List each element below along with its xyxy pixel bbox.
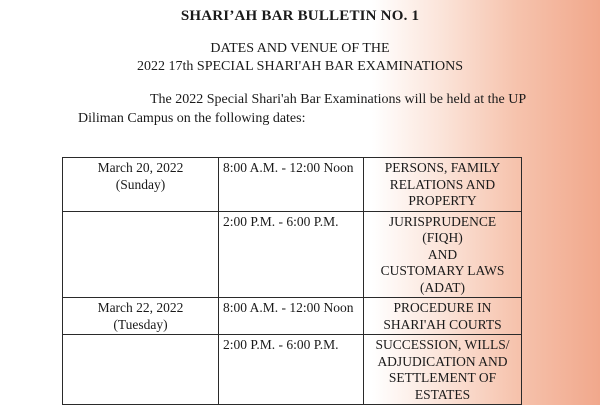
subject-line: (ADAT): [420, 279, 465, 295]
date-cell: [63, 211, 219, 298]
time-cell: 8:00 A.M. - 12:00 Noon: [219, 158, 364, 212]
table-row: [63, 298, 522, 335]
exam-schedule-table: [62, 157, 522, 405]
subject-line: ADJUDICATION AND: [377, 353, 508, 369]
time-cell: 2:00 P.M. - 6:00 P.M.: [219, 335, 364, 405]
subject-cell: [364, 211, 522, 298]
exam-day: (Tuesday): [113, 316, 168, 332]
exam-date: March 20, 2022: [97, 160, 184, 175]
subject-line: RELATIONS AND: [389, 176, 496, 192]
subtitle-line-2: 2022 17th SPECIAL SHARI'AH BAR EXAMINATIONS: [137, 59, 463, 74]
subject-line: PROPERTY: [408, 193, 477, 208]
subject-line: SETTLEMENT OF: [388, 370, 497, 385]
subject-cell: [364, 158, 522, 212]
intro-line-2: Diliman Campus on the following dates:: [78, 111, 306, 126]
subject-line: ESTATES: [414, 386, 471, 402]
date-cell: [63, 298, 219, 335]
table-row: [63, 158, 522, 212]
subject-line: SHARI'AH COURTS: [383, 316, 502, 332]
subject-line: PROCEDURE IN: [393, 300, 492, 315]
bulletin-title: SHARI’AH BAR BULLETIN NO. 1: [180, 8, 420, 24]
subtitle-line-1: DATES AND VENUE OF THE: [210, 41, 390, 56]
table-row: [63, 335, 522, 405]
subject-line: AND: [427, 246, 458, 262]
intro-line-1: The 2022 Special Shari'ah Bar Examinations will be held at the UP: [150, 92, 527, 107]
time-cell: 8:00 A.M. - 12:00 Noon: [219, 298, 364, 335]
table-row: [63, 211, 522, 298]
date-cell: [63, 335, 219, 405]
subject-line: PERSONS, FAMILY: [384, 160, 501, 175]
time-cell: 2:00 P.M. - 6:00 P.M.: [219, 211, 364, 298]
subject-cell: [364, 335, 522, 405]
subject-line: CUSTOMARY LAWS: [380, 263, 505, 278]
date-cell: [63, 158, 219, 212]
subject-line: JURISPRUDENCE (FIQH): [388, 213, 497, 245]
exam-date: March 22, 2022: [97, 300, 184, 315]
subject-cell: [364, 298, 522, 335]
exam-day: (Sunday): [115, 176, 166, 192]
subject-line: SUCCESSION, WILLS/: [375, 337, 510, 352]
